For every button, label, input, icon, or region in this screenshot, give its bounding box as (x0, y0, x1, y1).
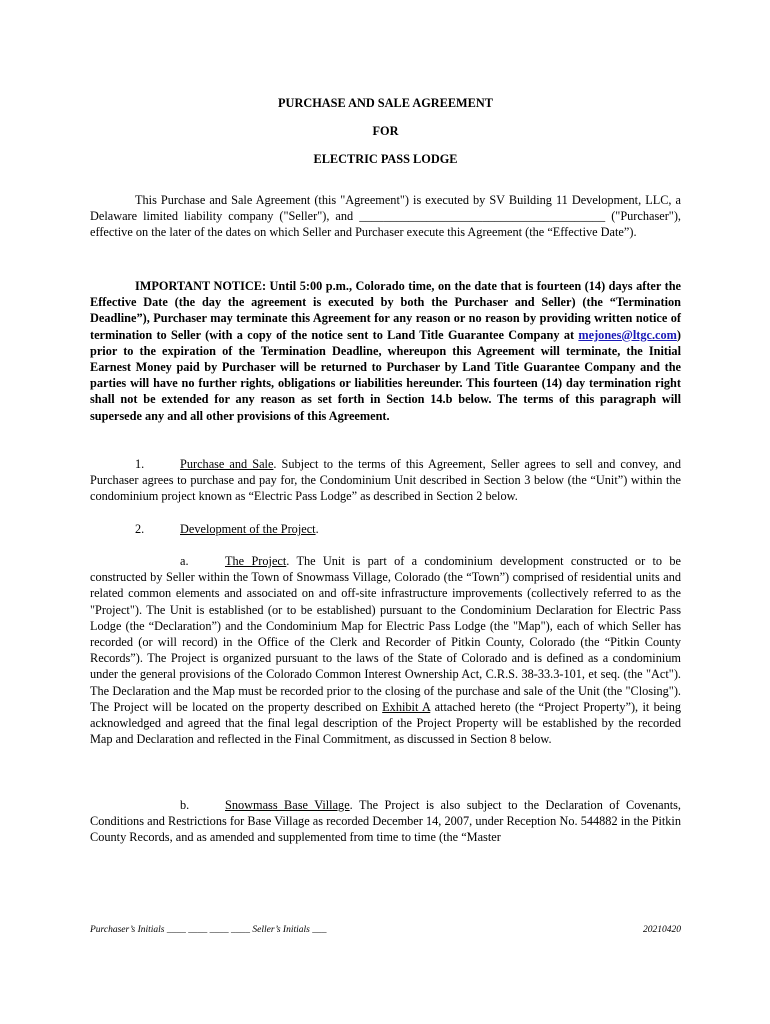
section-2b-heading: Snowmass Base Village (225, 798, 350, 812)
notice-text-after: ) prior to the expiration of the Termination Deadline, whereupon this Agreement will terminate, the Initial Earnest Money paid by Purchaser will be returned to Purchaser by Land Title Guarantee Company and the parties will have no further rights, obligations or liabilities hereunder. This fourteen (14) day termination right shall not be extended for any reason as set forth in Section 14.b below. The terms of this paragraph will supersede any and all other provisions of this Agreement. (90, 327, 681, 423)
document-title: PURCHASE AND SALE AGREEMENT (278, 96, 493, 110)
section-2a-heading: The Project (225, 554, 287, 568)
section-2a-paragraph: a. The Project. The Unit is part of a condominium development constructed or to be constructed by Seller within the Town of Snowmass Village, Colorado (the “Town”) comprised of residential units and related common elements and associated on and off-site infrastructure improvements (collectively referred to as the "Project"). The Unit is established (or to be established) pursuant to the Condominium Declaration for Electric Pass Lodge (the “Declaration”) and the Condominium Map for Electric Pass Lodge (the "Map"), each of which Seller has recorded (or will record) in the Office of the Clerk and Recorder of Pitkin County, Colorado (the “Pitkin County Records”). The Project is organized pursuant to the laws of the State of Colorado and is defined as a condominium under the general provisions of the Colorado Common Interest Ownership Act, C.R.S. 38-33.3-101, et seq. (the "Act"). The Declaration and the Map must be recorded prior to the closing of the purchase and sale of the Unit (the "Closing"). The Project will be located on the property described on Exhibit A attached hereto (the “Project Property”), it being acknowledged and agreed that the final legal description of the Project Property will be established by the recorded Map and Declaration and reflected in the Final Commitment, as discussed in Section 8 below. (90, 554, 681, 747)
notice-email-link[interactable]: mejones@ltgc.com (578, 327, 677, 342)
section-1-text: . Subject to the terms of this Agreement, Seller agrees to sell and convey, and Purchaser agrees to purchase and pay for, the Condominium Unit described in Section 3 below (the “Unit”) within the condominium project known as “Electric Pass Lodge” as described in Section 2 below. (90, 457, 681, 504)
important-notice-paragraph (90, 278, 681, 424)
section-2-heading: Development of the Project (180, 522, 316, 536)
document-title-for: FOR (372, 124, 399, 138)
notice-text-before: IMPORTANT NOTICE: Until 5:00 p.m., Colorado time, on the date that is fourteen (14) days after the Effective Date (the day the agreement is executed by both the Purchaser and Seller) (the “Termination Deadline”), Purchaser may terminate this Agreement for any reason or no reason by providing written notice of termination to Seller (with a copy of the notice sent to Land Title Guarantee Company at (90, 279, 681, 342)
document-title-project: ELECTRIC PASS LODGE (313, 152, 458, 166)
section-1-heading: Purchase and Sale (180, 457, 274, 471)
section-1-paragraph (90, 456, 681, 505)
document-version-code: 20210420 (643, 925, 681, 935)
intro-paragraph: This Purchase and Sale Agreement (this "Agreement") is executed by SV Building 11 Development, LLC, a Delaware limited liability company ("Seller"), and ________________________________________ ("Purchaser"), effective on the later of the dates on which Seller and Purchaser execute this Agreement (the “Effective Date”). (90, 193, 681, 240)
exhibit-a-reference: Exhibit A (382, 699, 431, 714)
initials-line: Purchaser’s Initials ____ ____ ____ ____ Seller’s Initials ___ (90, 925, 327, 935)
page-footer (90, 925, 681, 939)
section-2b-paragraph: b. Snowmass Base Village. The Project is also subject to the Declaration of Covenants, Conditions and Restrictions for Base Village as recorded December 14, 2007, under Reception No. 544882 in the Pitkin County Records, and as amended and supplemented from time to time (the “Master (90, 798, 681, 845)
section-2a-letter: a. (180, 554, 189, 568)
section-2-heading-line: 2. Development of the Project. (135, 522, 319, 536)
section-2-number: 2. (135, 522, 145, 536)
section-2b-letter: b. (180, 798, 190, 812)
section-1-number: 1. (135, 457, 145, 471)
